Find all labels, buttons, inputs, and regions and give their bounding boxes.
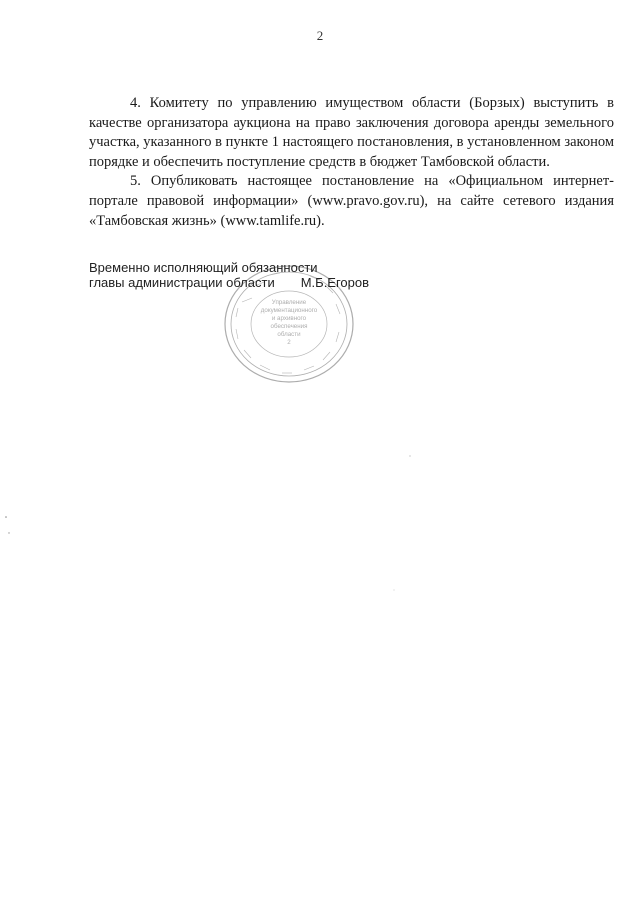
stamp-line-2: документационного [260,307,318,314]
signatory-position-line-1: Временно исполняющий обязанности [89,260,318,275]
signatory-position-text: главы администрации области [89,275,275,290]
paragraph-4: 4. Комитету по управлению имуществом области (Борзых) выступить в качестве организатора аукциона на право заключения договора аренды земельного участка, указанного в пункте 1 настоящего постановления, в установленном законом порядке и обеспечить поступление средств в бюджет Тамбовской области. [89,95,614,170]
stamp-line-1: Управление [271,299,307,306]
stamp-line-3: и архивного [271,315,307,322]
page-number: 2 [316,28,324,43]
stamp-line-4: обеспечения [270,323,308,330]
paragraph-5: 5. Опубликовать настоящее постановление на «Официальном интернет-портале правовой информации» (www.pravo.gov.ru), на сайте сетевого издания «Тамбовская жизнь» (www.tamlife.ru). [89,173,614,229]
stamp-line-6: 2 [287,339,291,346]
signatory-name: М.Б.Егоров [300,275,370,290]
stamp-line-5: области [277,331,301,338]
